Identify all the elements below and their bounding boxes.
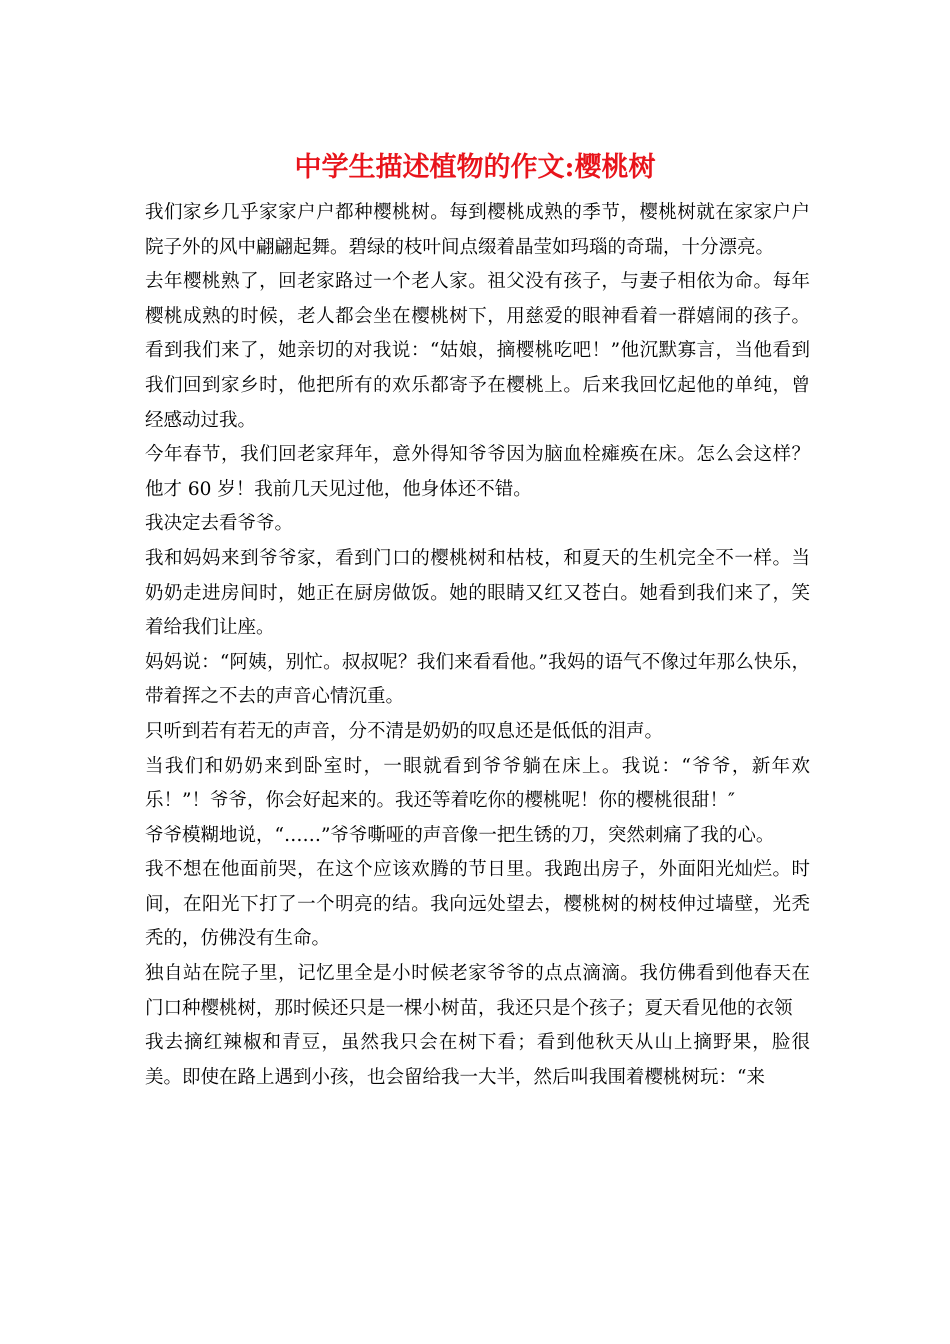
paragraph-10: 我不想在他面前哭，在这个应该欢腾的节日里。我跑出房子，外面阳光灿烂。时间，在阳光下打了一个明亮的结。我向远处望去，樱桃树的树枝伸过墙壁，光秃秃的，仿佛没有生命。 — [145, 859, 810, 950]
paragraph-11: 独自站在院子里，记忆里全是小时候老家爷爷的点点滴滴。我仿佛看到他春天在门口种樱桃树，那时候还只是一棵小树苗，我还只是个孩子；夏天看见他的衣领 — [145, 963, 810, 1019]
paragraph-1: 我们家乡几乎家家户户都种樱桃树。每到樱桃成熟的季节，樱桃树就在家家户户院子外的风中翩翩起舞。碧绿的枝叶间点缀着晶莹如玛瑙的奇瑞，十分漂亮。 — [145, 202, 810, 258]
document-title: 中学生描述植物的作文:樱桃树 — [294, 152, 656, 183]
paragraph-12: 我去摘红辣椒和青豆，虽然我只会在树下看；看到他秋天从山上摘野果，脸很美。即使在路上遇到小孩，也会留给我一大半，然后叫我围着樱桃树玩：“来 — [145, 1032, 810, 1088]
paragraph-6: 妈妈说：“阿姨，别忙。叔叔呢？我们来看看他。”我妈的语气不像过年那么快乐，带着挥之不去的声音心情沉重。 — [145, 651, 810, 708]
paragraph-3: 今年春节，我们回老家拜年，意外得知爷爷因为脑血栓瘫痪在床。怎么会这样？他才 60 岁！我前几天见过他，他身体还不错。 — [145, 444, 810, 500]
paragraph-7: 只听到若有若无的声音，分不清是奶奶的叹息还是低低的泪声。 — [145, 720, 664, 742]
document-body — [145, 196, 810, 1095]
paragraph-2: 去年樱桃熟了，回老家路过一个老人家。祖父没有孩子，与妻子相依为命。每年樱桃成熟的时候，老人都会坐在樱桃树下，用慈爱的眼神看着一群嬉闹的孩子。看到我们来了，她亲切的对我说：“姑娘，摘樱桃吃吧！”他沉默寡言，当他看到我们回到家乡时，他把所有的欢乐都寄予在樱桃上。后来我回忆起他的单纯，曾经感动过我。 — [145, 271, 810, 431]
paragraph-9: 爷爷模糊地说，“……”爷爷嘶哑的声音像一把生锈的刀，突然刺痛了我的心。 — [145, 824, 775, 846]
paragraph-4: 我决定去看爷爷。 — [145, 513, 294, 535]
paragraph-8: 当我们和奶奶来到卧室时，一眼就看到爷爷躺在床上。我说：“爷爷，新年欢乐！”！爷爷，你会好起来的。我还等着吃你的樱桃呢！你的樱桃很甜！″ — [145, 755, 810, 812]
paragraph-5: 我和妈妈来到爷爷家，看到门口的樱桃树和枯枝，和夏天的生机完全不一样。当奶奶走进房间时，她正在厨房做饭。她的眼睛又红又苍白。她看到我们来了，笑着给我们让座。 — [145, 547, 810, 639]
